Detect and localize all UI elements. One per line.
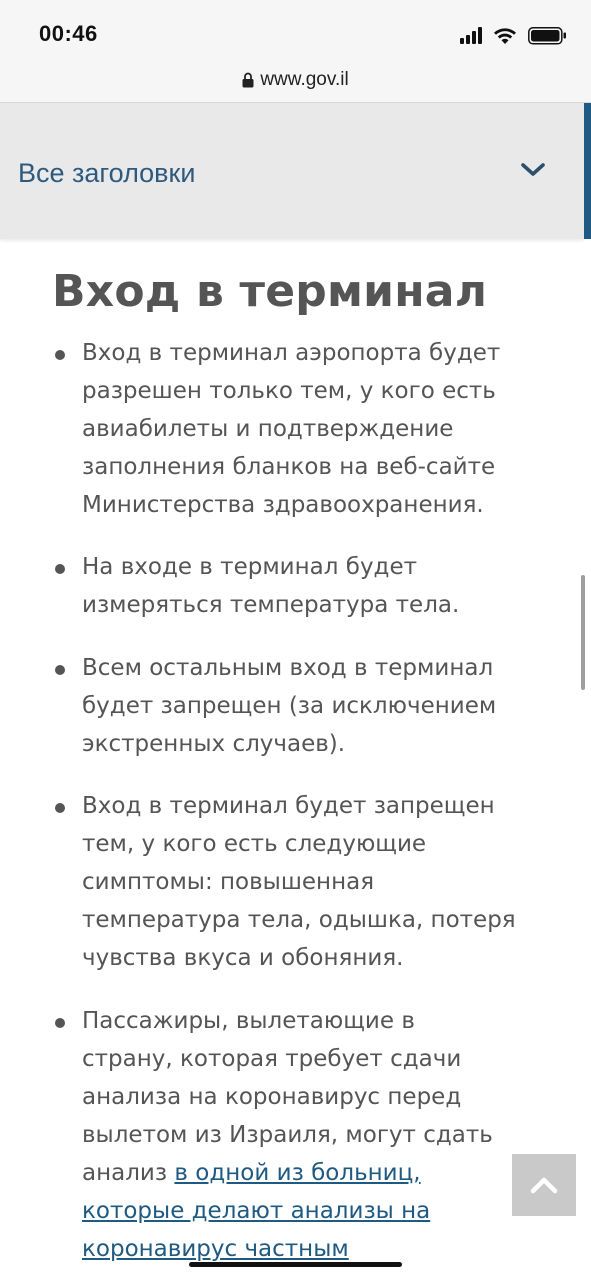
page-title: Вход в терминал <box>52 266 488 317</box>
url-text: www.gov.il <box>260 69 349 90</box>
bullet-dot <box>55 803 65 813</box>
wifi-icon <box>494 28 516 44</box>
accent-bar <box>584 103 591 239</box>
back-to-top-button[interactable] <box>512 1154 576 1216</box>
status-bar <box>0 0 591 58</box>
bullet-dot <box>55 350 65 360</box>
bullet-dot <box>55 564 65 574</box>
bullet-dot <box>55 1018 65 1028</box>
home-indicator[interactable] <box>189 1262 402 1267</box>
lock-icon <box>242 72 254 88</box>
hospitals-link[interactable]: в одной из больниц, которые делают анализы на коронавирус частным <box>82 1160 431 1262</box>
bullet-text <box>82 1002 522 1268</box>
bullet-text: Всем остальным вход в терминал будет запрещен (за исключением экстренных случаев). <box>82 655 497 757</box>
all-headings-label: Все заголовки <box>18 158 196 188</box>
bullet-text: Вход в терминал будет запрещен тем, у кого есть следующие симптомы: повышенная температура тела, одышка, потеря чувства вкуса и обоняния. <box>82 793 516 971</box>
status-icons <box>460 26 568 46</box>
bullet-text: Вход в терминал аэропорта будет разрешен только тем, у кого есть авиабилеты и подтверждение заполнения бланков на веб-сайте Министерства здравоохранения. <box>82 340 501 518</box>
status-time: 00:46 <box>39 21 98 46</box>
battery-icon <box>529 28 566 44</box>
bullet-text: На входе в терминал будет измеряться температура тела. <box>82 554 460 618</box>
bullet-text-plain: Пассажиры, вылетающие в страну, которая требует сдачи анализа на коронавирус перед вылетом из Израиля, могут сдать анализ <box>82 1008 493 1186</box>
chevron-down-icon[interactable] <box>520 161 546 181</box>
cellular-signal-icon <box>460 27 482 44</box>
all-headings-dropdown[interactable] <box>0 103 584 239</box>
address-bar[interactable] <box>0 58 591 103</box>
bullet-dot <box>55 665 65 675</box>
chevron-up-icon <box>529 1175 559 1195</box>
scrollbar-thumb[interactable] <box>581 575 585 690</box>
